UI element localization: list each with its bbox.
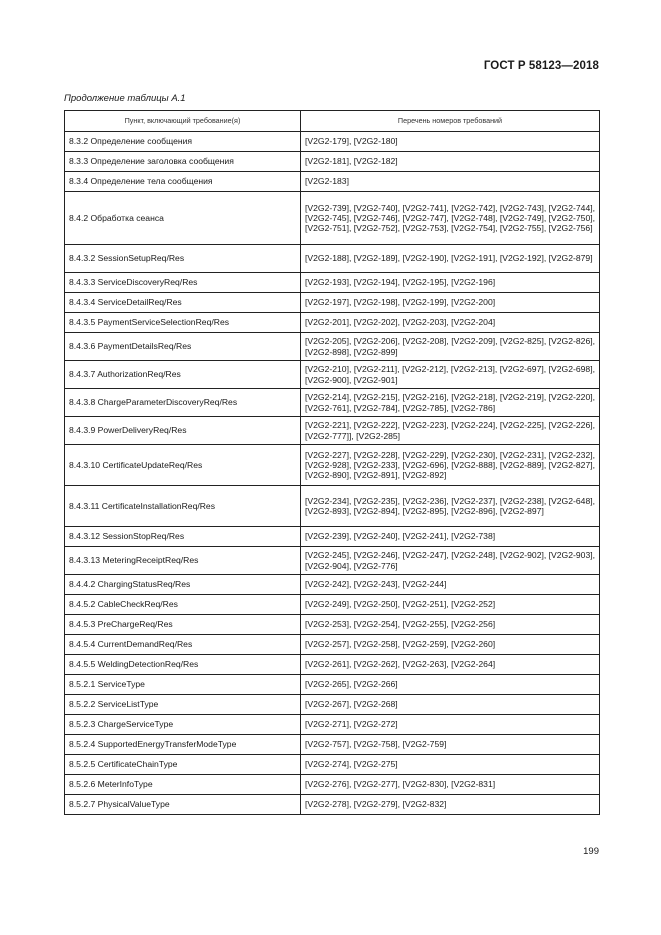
requirement-section: 8.4.3.4 ServiceDetailReq/Res	[65, 293, 301, 313]
table-row	[65, 635, 600, 655]
table-row	[65, 715, 600, 735]
requirement-section: 8.3.4 Определение тела сообщения	[65, 172, 301, 192]
requirement-section: 8.5.2.1 ServiceType	[65, 675, 301, 695]
requirement-section: 8.4.4.2 ChargingStatusReq/Res	[65, 575, 301, 595]
requirement-section: 8.3.3 Определение заголовка сообщения	[65, 152, 301, 172]
requirement-codes: [V2G2-183]	[301, 172, 600, 192]
requirement-codes: [V2G2-261], [V2G2-262], [V2G2-263], [V2G2-264]	[301, 655, 600, 675]
requirement-codes: [V2G2-234], [V2G2-235], [V2G2-236], [V2G2-237], [V2G2-238], [V2G2-648], [V2G2-893], [V2G2-894], [V2G2-895], [V2G2-896], [V2G2-897]	[301, 486, 600, 527]
requirement-section: 8.4.3.2 SessionSetupReq/Res	[65, 245, 301, 273]
requirement-section: 8.4.3.11 CertificateInstallationReq/Res	[65, 486, 301, 527]
requirement-codes: [V2G2-179], [V2G2-180]	[301, 132, 600, 152]
requirement-codes: [V2G2-197], [V2G2-198], [V2G2-199], [V2G2-200]	[301, 293, 600, 313]
requirement-codes: [V2G2-221], [V2G2-222], [V2G2-223], [V2G2-224], [V2G2-225], [V2G2-226], [V2G2-777]], [V2G2-285]	[301, 417, 600, 445]
requirement-section: 8.4.3.6 PaymentDetailsReq/Res	[65, 333, 301, 361]
table-row	[65, 675, 600, 695]
table-row	[65, 527, 600, 547]
table-row	[65, 192, 600, 245]
requirement-section: 8.4.3.8 ChargeParameterDiscoveryReq/Res	[65, 389, 301, 417]
table-row	[65, 417, 600, 445]
table-row	[65, 245, 600, 273]
requirement-codes: [V2G2-265], [V2G2-266]	[301, 675, 600, 695]
requirement-section: 8.4.5.4 CurrentDemandReq/Res	[65, 635, 301, 655]
requirement-codes: [V2G2-249], [V2G2-250], [V2G2-251], [V2G2-252]	[301, 595, 600, 615]
requirement-codes: [V2G2-188], [V2G2-189], [V2G2-190], [V2G2-191], [V2G2-192], [V2G2-879]	[301, 245, 600, 273]
requirement-codes: [V2G2-267], [V2G2-268]	[301, 695, 600, 715]
requirement-codes: [V2G2-274], [V2G2-275]	[301, 755, 600, 775]
requirement-codes: [V2G2-227], [V2G2-228], [V2G2-229], [V2G2-230], [V2G2-231], [V2G2-232], [V2G2-928], [V2G2-233], [V2G2-696], [V2G2-888], [V2G2-889], [V2G2-827], [V2G2-890], [V2G2-891], [V2G2-892]	[301, 445, 600, 486]
column-header-codes: Перечень номеров требований	[301, 111, 600, 132]
table-row	[65, 445, 600, 486]
requirement-section: 8.5.2.2 ServiceListType	[65, 695, 301, 715]
table-body	[65, 132, 600, 815]
requirement-section: 8.4.3.13 MeteringReceiptReq/Res	[65, 547, 301, 575]
table-row	[65, 273, 600, 293]
requirement-codes: [V2G2-271], [V2G2-272]	[301, 715, 600, 735]
table-row	[65, 486, 600, 527]
table-row	[65, 775, 600, 795]
requirement-codes: [V2G2-278], [V2G2-279], [V2G2-832]	[301, 795, 600, 815]
page-number: 199	[583, 846, 599, 857]
table-caption: Продолжение таблицы А.1	[64, 93, 186, 104]
table-row	[65, 389, 600, 417]
requirement-section: 8.3.2 Определение сообщения	[65, 132, 301, 152]
table-row	[65, 695, 600, 715]
requirements-table	[64, 110, 600, 815]
table-row	[65, 615, 600, 635]
table-row	[65, 293, 600, 313]
requirement-section: 8.4.3.7 AuthorizationReq/Res	[65, 361, 301, 389]
requirement-codes: [V2G2-214], [V2G2-215], [V2G2-216], [V2G2-218], [V2G2-219], [V2G2-220], [V2G2-761], [V2G2-784], [V2G2-785], [V2G2-786]	[301, 389, 600, 417]
requirement-codes: [V2G2-245], [V2G2-246], [V2G2-247], [V2G2-248], [V2G2-902], [V2G2-903], [V2G2-904], [V2G2-776]	[301, 547, 600, 575]
table-row	[65, 735, 600, 755]
requirement-section: 8.5.2.3 ChargeServiceType	[65, 715, 301, 735]
requirement-section: 8.4.3.3 ServiceDiscoveryReq/Res	[65, 273, 301, 293]
requirement-codes: [V2G2-253], [V2G2-254], [V2G2-255], [V2G2-256]	[301, 615, 600, 635]
requirement-section: 8.4.5.3 PreChargeReq/Res	[65, 615, 301, 635]
requirement-codes: [V2G2-201], [V2G2-202], [V2G2-203], [V2G2-204]	[301, 313, 600, 333]
requirement-codes: [V2G2-193], [V2G2-194], [V2G2-195], [V2G2-196]	[301, 273, 600, 293]
requirement-codes: [V2G2-239], [V2G2-240], [V2G2-241], [V2G2-738]	[301, 527, 600, 547]
requirement-section: 8.4.5.5 WeldingDetectionReq/Res	[65, 655, 301, 675]
requirement-codes: [V2G2-757], [V2G2-758], [V2G2-759]	[301, 735, 600, 755]
requirement-section: 8.4.3.12 SessionStopReq/Res	[65, 527, 301, 547]
table-row	[65, 172, 600, 192]
table-row	[65, 595, 600, 615]
requirement-section: 8.4.5.2 CableCheckReq/Res	[65, 595, 301, 615]
requirement-section: 8.5.2.6 MeterInfoType	[65, 775, 301, 795]
table-row	[65, 547, 600, 575]
requirement-codes: [V2G2-257], [V2G2-258], [V2G2-259], [V2G2-260]	[301, 635, 600, 655]
table-row	[65, 313, 600, 333]
table-row	[65, 755, 600, 775]
table-header-row	[65, 111, 600, 132]
table-row	[65, 132, 600, 152]
table-row	[65, 361, 600, 389]
requirement-codes: [V2G2-242], [V2G2-243], [V2G2-244]	[301, 575, 600, 595]
requirement-section: 8.5.2.5 CertificateChainType	[65, 755, 301, 775]
requirement-codes: [V2G2-205], [V2G2-206], [V2G2-208], [V2G2-209], [V2G2-825], [V2G2-826], [V2G2-898], [V2G2-899]	[301, 333, 600, 361]
table-row	[65, 575, 600, 595]
table-row	[65, 333, 600, 361]
requirement-section: 8.4.2 Обработка сеанса	[65, 192, 301, 245]
column-header-section: Пункт, включающий требование(я)	[65, 111, 301, 132]
standard-header: ГОСТ Р 58123—2018	[483, 60, 599, 72]
requirement-section: 8.5.2.4 SupportedEnergyTransferModeType	[65, 735, 301, 755]
table-row	[65, 655, 600, 675]
table-row	[65, 795, 600, 815]
requirement-section: 8.4.3.9 PowerDeliveryReq/Res	[65, 417, 301, 445]
requirement-section: 8.4.3.5 PaymentServiceSelectionReq/Res	[65, 313, 301, 333]
requirement-codes: [V2G2-210], [V2G2-211], [V2G2-212], [V2G2-213], [V2G2-697], [V2G2-698], [V2G2-900], [V2G2-901]	[301, 361, 600, 389]
requirement-codes: [V2G2-739], [V2G2-740], [V2G2-741], [V2G2-742], [V2G2-743], [V2G2-744], [V2G2-745], [V2G2-746], [V2G2-747], [V2G2-748], [V2G2-749], [V2G2-750], [V2G2-751], [V2G2-752], [V2G2-753], [V2G2-754], [V2G2-755], [V2G2-756]	[301, 192, 600, 245]
requirement-codes: [V2G2-181], [V2G2-182]	[301, 152, 600, 172]
requirement-codes: [V2G2-276], [V2G2-277], [V2G2-830], [V2G2-831]	[301, 775, 600, 795]
requirement-section: 8.5.2.7 PhysicalValueType	[65, 795, 301, 815]
requirement-section: 8.4.3.10 CertificateUpdateReq/Res	[65, 445, 301, 486]
table-row	[65, 152, 600, 172]
